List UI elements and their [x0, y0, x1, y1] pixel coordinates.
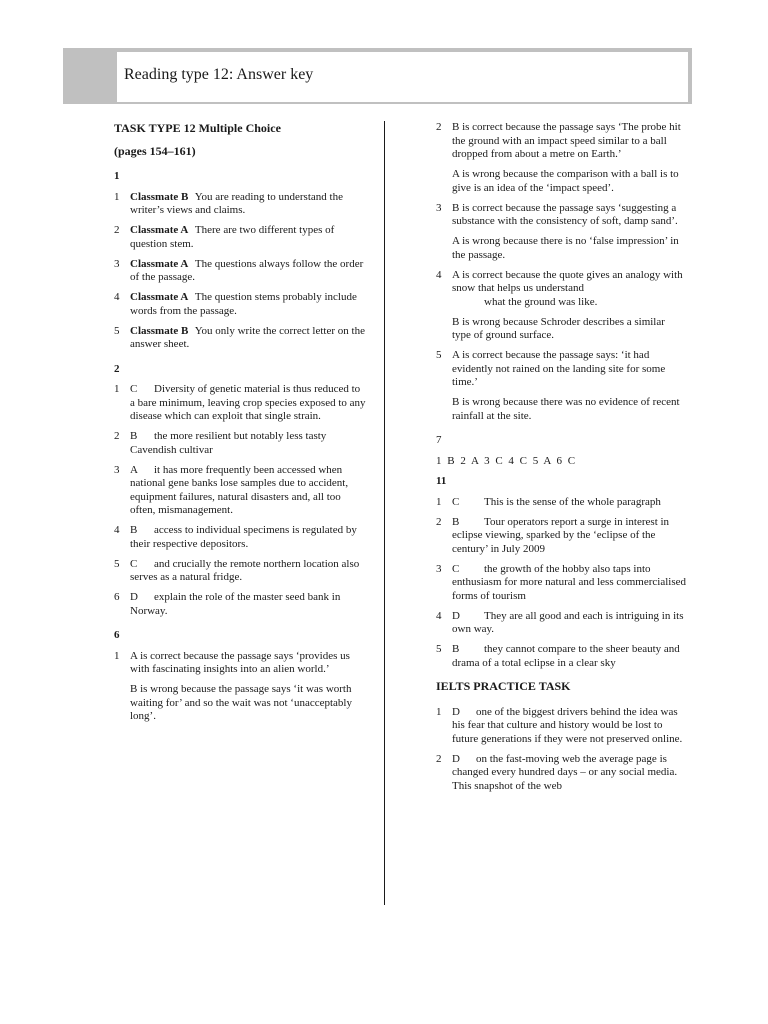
page-range: (pages 154–161): [114, 144, 196, 158]
list-item: 5 A is correct because the passage says: ‘it had evidently not rained on the landing site for some time.’: [436, 349, 666, 388]
list-item-continuation: B is wrong because Schroder describes a similar type of ground surface.: [452, 315, 665, 341]
answer-sequence: 1 B 2 A 3 C 4 C 5 A 6 C: [436, 454, 576, 467]
list-item-continuation: B is wrong because the passage says ‘it was worth waiting for’ and so the wait was not ‘unacceptably long’.: [130, 683, 352, 722]
ielts-list: [436, 706, 686, 794]
list-item: 1 D one of the biggest drivers behind the idea was his fear that culture and history would be lost to future generations if they were not preserved online.: [436, 705, 683, 745]
section-number: 2: [114, 362, 120, 375]
list-item: 5 Classmate B You only write the correct letter on the answer sheet.: [114, 324, 365, 350]
left-column: [114, 121, 366, 730]
section-number: 11: [436, 475, 447, 487]
list-item: 2 B Tour operators report a surge in interest in eclipse viewing, sparked by the ‘eclipse of the century’ in July 2009: [436, 515, 670, 555]
list-item: 1 Classmate B You are reading to understand the writer’s views and claims.: [114, 190, 343, 216]
section-11-list: [436, 496, 686, 671]
list-item: 5 B they cannot compare to the sheer beauty and drama of a total eclipse in a clear sky: [436, 643, 680, 669]
list-item-continuation: B is wrong because there was no evidence of recent rainfall at the site.: [452, 396, 680, 422]
section-2-list: [114, 383, 366, 618]
list-item: 3 B is correct because the passage says ‘suggesting a substance with the consistency of soft, damp sand’.: [436, 201, 678, 227]
list-item: 2 Classmate A There are two different types of question stem.: [114, 224, 335, 250]
list-item-continuation: A is wrong because the comparison with a ball is to give is an idea of the ‘impact speed’.: [452, 168, 679, 194]
section-number: 7: [436, 434, 442, 446]
list-item: 1 C This is the sense of the whole paragraph: [436, 495, 661, 508]
list-item: 3 A it has more frequently been accessed when national gene banks lose samples due to accident, equipment failures, natural disasters and, all too often, mismanagement.: [114, 463, 349, 516]
list-item: 4 B access to individual specimens is regulated by their respective depositors.: [114, 524, 357, 550]
list-item: 1 C Diversity of genetic material is thus reduced to a bare minimum, leaving crop species exposed to any disease which can exploit that single strain.: [114, 383, 366, 422]
page-title: Reading type 12: Answer key: [124, 66, 314, 83]
section-number: 6: [114, 629, 120, 641]
list-item: 2 B the more resilient but notably less tasty Cavendish cultivar: [114, 430, 327, 456]
list-item: 3 Classmate A The questions always follow the order of the passage.: [114, 257, 364, 283]
list-item: 5 C and crucially the remote northern location also serves as a natural fridge.: [114, 557, 360, 583]
list-item: 2 B is correct because the passage says ‘The probe hit the ground with an impact speed similar to a ball dropped from about a metre on Earth.’: [436, 121, 681, 160]
list-item: 4 D They are all good and each is intriguing in its own way.: [436, 609, 684, 635]
right-column: [436, 121, 686, 800]
list-item: 6 D explain the role of the master seed bank in Norway.: [114, 591, 341, 617]
list-item-continuation: A is wrong because there is no ‘false impression’ in the passage.: [452, 235, 679, 261]
section-number: 1: [114, 170, 120, 182]
list-item: 4 Classmate A The question stems probably include words from the passage.: [114, 291, 357, 317]
section-heading: IELTS PRACTICE TASK: [436, 679, 571, 693]
list-item: 4 A is correct because the quote gives an analogy with snow that helps us understand what the ground was like.: [436, 268, 683, 308]
list-item: 3 C the growth of the hobby also taps into enthusiasm for more natural and less commercialised forms of tourism: [436, 562, 686, 602]
task-title: TASK TYPE 12 Multiple Choice: [114, 121, 281, 135]
list-item: 2 D on the fast-moving web the average page is changed every hundred days – or any social media. This snapshot of the web: [436, 752, 678, 792]
list-item: 1 A is correct because the passage says ‘provides us with fascinating insights into an alien world.’: [114, 649, 350, 675]
column-divider: [384, 121, 385, 905]
section-1-list: [114, 191, 366, 352]
